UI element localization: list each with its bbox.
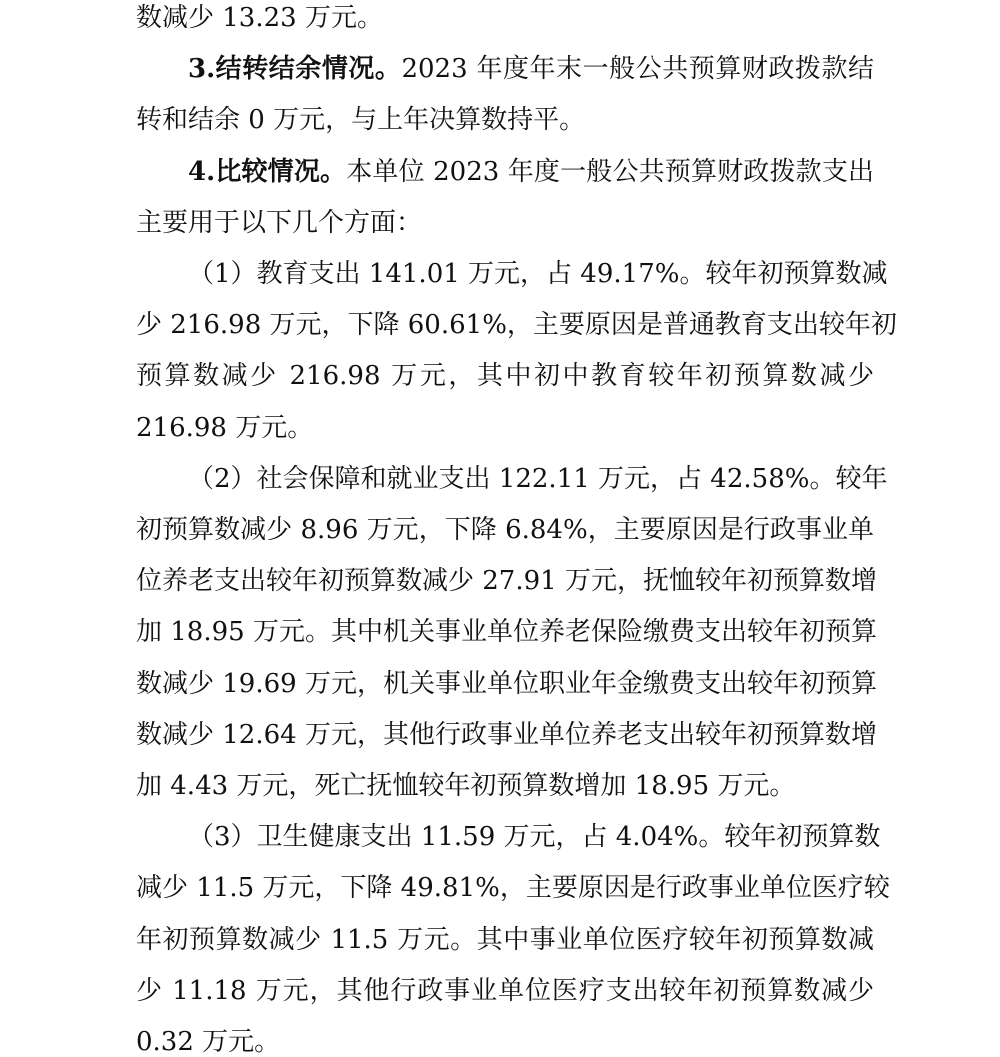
text-line: [136, 873, 890, 903]
text-run: 少 216.98 万元，下降 60.61%，主要原因是普通教育支出较年初: [136, 310, 897, 340]
text-line: [136, 515, 874, 545]
text-line: [136, 208, 874, 238]
text-line: [136, 617, 877, 647]
text-run: 少 11.18 万元，其他行政事业单位医疗支出较年初预算数减少: [136, 976, 874, 1006]
text-line: [136, 413, 874, 443]
text-line: [136, 925, 874, 955]
text-line: [188, 822, 881, 852]
text-line: [188, 157, 874, 187]
text-run: 预算数减少 216.98 万元，其中初中教育较年初预算数减少: [136, 361, 874, 391]
text-run: 数减少 13.23 万元。: [136, 3, 383, 33]
text-run: 0.32 万元。: [136, 1027, 281, 1057]
text-line: [136, 1027, 874, 1057]
text-run: 数减少 12.64 万元，其他行政事业单位养老支出较年初预算数增: [136, 720, 877, 750]
text-line: [136, 105, 874, 135]
text-line: [136, 361, 874, 391]
text-run: 位养老支出较年初预算数减少 27.91 万元，抚恤较年初预算数增: [136, 566, 877, 596]
text-line: [136, 976, 874, 1006]
text-line: [136, 669, 877, 699]
text-run: 减少 11.5 万元，下降 49.81%，主要原因是行政事业单位医疗较: [136, 873, 890, 903]
text-run: 本单位 2023 年度一般公共预算财政拨款支出: [346, 157, 874, 187]
text-run: 216.98 万元。: [136, 413, 314, 443]
section-heading: 4.比较情况。: [188, 157, 347, 187]
text-run: （2）社会保障和就业支出 122.11 万元，占 42.58%。较年: [188, 464, 888, 494]
text-run: 加 18.95 万元。其中机关事业单位养老保险缴费支出较年初预算: [136, 617, 877, 647]
text-run: 年初预算数减少 11.5 万元。其中事业单位医疗较年初预算数减: [136, 925, 874, 955]
text-line: [136, 310, 897, 340]
text-line: [188, 54, 874, 84]
text-run: （3）卫生健康支出 11.59 万元，占 4.04%。较年初预算数: [188, 822, 881, 852]
text-run: 加 4.43 万元，死亡抚恤较年初预算数增加 18.95 万元。: [136, 771, 796, 801]
text-line: [136, 3, 874, 33]
text-line: [136, 720, 877, 750]
text-line: [136, 566, 877, 596]
text-line: [188, 464, 888, 494]
section-heading: 3.结转结余情况。: [188, 54, 402, 84]
text-line: [188, 259, 888, 289]
text-run: 转和结余 0 万元，与上年决算数持平。: [136, 105, 586, 135]
text-run: （1）教育支出 141.01 万元，占 49.17%。较年初预算数减: [188, 259, 888, 289]
text-run: 2023 年度年末一般公共预算财政拨款结: [401, 54, 874, 84]
text-run: 主要用于以下几个方面：: [136, 208, 423, 238]
text-run: 数减少 19.69 万元，机关事业单位职业年金缴费支出较年初预算: [136, 669, 877, 699]
text-line: [136, 771, 874, 801]
text-run: 初预算数减少 8.96 万元，下降 6.84%，主要原因是行政事业单: [136, 515, 874, 545]
